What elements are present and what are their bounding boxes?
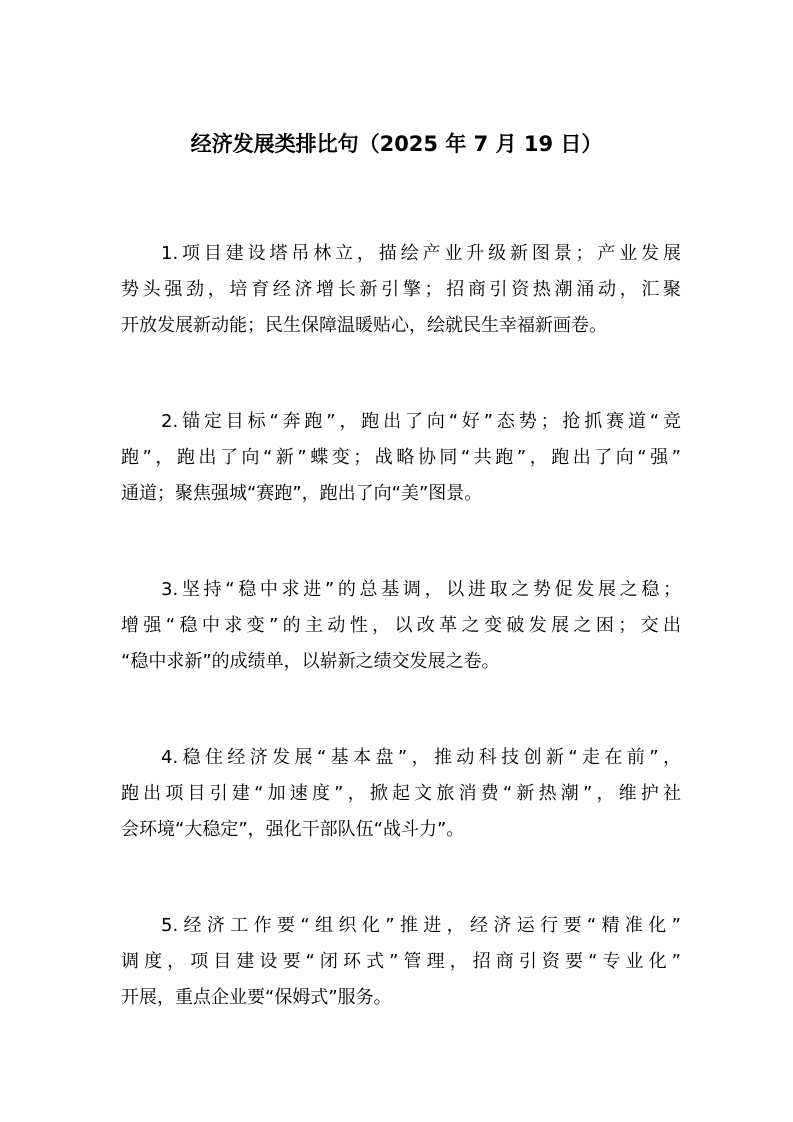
paragraph-1 bbox=[121, 236, 681, 344]
paragraph-line: 1.项目建设塔吊林立，描绘产业升级新图景；产业发展 bbox=[161, 243, 681, 264]
paragraph-line: 2.锚定目标“奔跑”，跑出了向“好”态势；抢抓赛道“竞 bbox=[161, 411, 681, 432]
paragraph-line: 跑出项目引建“加速度”，掀起文旅消费“新热潮”，维护社 bbox=[121, 783, 681, 804]
paragraph-line: 3.坚持“稳中求进”的总基调，以进取之势促发展之稳； bbox=[161, 579, 681, 600]
paragraph-5 bbox=[121, 908, 681, 1016]
paragraph-line: 势头强劲，培育经济增长新引擎；招商引资热潮涌动，汇聚 bbox=[121, 279, 681, 300]
paragraph-3 bbox=[121, 572, 681, 680]
paragraph-4 bbox=[121, 740, 681, 848]
paragraph-line: “稳中求新”的成绩单，以崭新之绩交发展之卷。 bbox=[121, 651, 500, 672]
paragraph-line: 会环境“大稳定”，强化干部队伍“战斗力”。 bbox=[121, 819, 465, 840]
paragraph-2 bbox=[121, 404, 681, 512]
paragraph-line: 5.经济工作要“组织化”推进，经济运行要“精准化” bbox=[161, 915, 681, 936]
paragraph-line: 跑”，跑出了向“新”蝶变；战略协同“共跑”，跑出了向“强” bbox=[121, 447, 681, 468]
paragraph-line: 增强“稳中求变”的主动性，以改革之变破发展之困；交出 bbox=[121, 615, 681, 636]
paragraph-line: 开展，重点企业要“保姆式”服务。 bbox=[121, 987, 392, 1008]
paragraph-line: 通道；聚焦强城“赛跑”，跑出了向“美”图景。 bbox=[121, 483, 483, 504]
paragraph-line: 4.稳住经济发展“基本盘”，推动科技创新“走在前”， bbox=[161, 747, 681, 768]
document-title: 经济发展类排比句（2025 年 7 月 19 日） bbox=[190, 132, 603, 156]
paragraph-line: 开放发展新动能；民生保障温暖贴心，绘就民生幸福新画卷。 bbox=[121, 315, 607, 336]
paragraph-line: 调度，项目建设要“闭环式”管理，招商引资要“专业化” bbox=[121, 951, 681, 972]
